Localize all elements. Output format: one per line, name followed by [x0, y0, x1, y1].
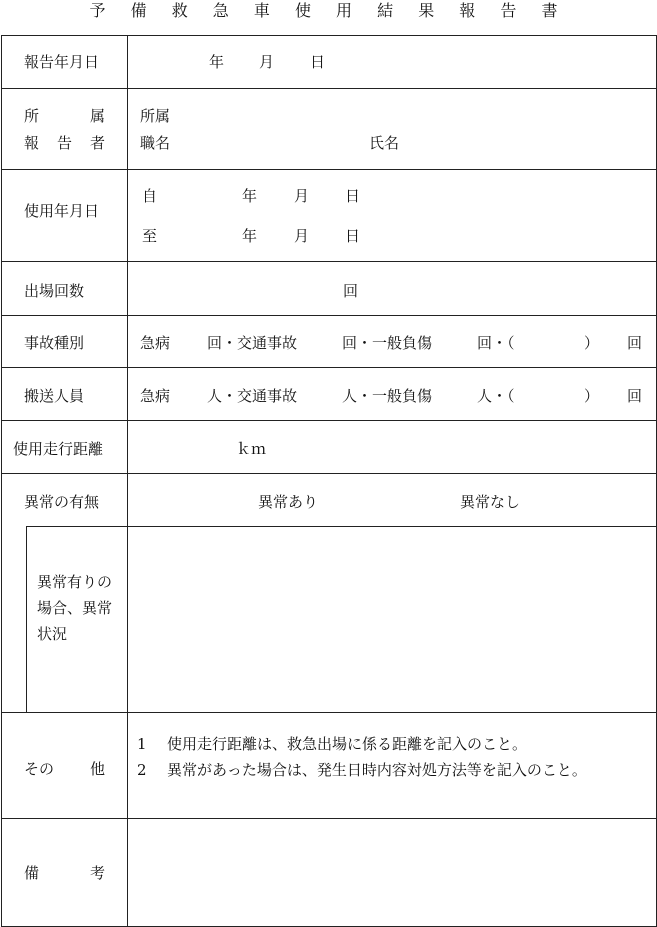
reporter-label-c: 者: [90, 134, 106, 152]
transported-general: 人・一般負傷: [342, 387, 433, 405]
reporter-label-b: 告: [57, 134, 73, 152]
incident-sick: 急病: [140, 334, 171, 352]
abnormality-detail-label-2: 場合、異常: [37, 599, 113, 617]
incident-other-close: ）: [584, 334, 600, 352]
abnormality-no: 異常なし: [460, 493, 521, 511]
row-line: [2, 367, 656, 368]
transported-other-close: ）: [584, 387, 600, 405]
row-line: [2, 315, 656, 316]
remarks-label-a: 備: [24, 864, 40, 882]
row-line: [2, 88, 656, 89]
incident-general: 回・一般負傷: [342, 334, 433, 352]
usage-to-day: 日: [345, 227, 361, 245]
reporter-label-a: 報: [24, 134, 40, 152]
incident-traffic: 回・交通事故: [207, 334, 298, 352]
job-title-field: 職名: [140, 134, 171, 152]
affiliation-label-a: 所: [24, 107, 40, 125]
incident-type-label: 事故種別: [24, 334, 85, 352]
distance-label: 使用走行距離: [13, 440, 104, 458]
other-note-2-number: 2: [137, 761, 147, 779]
name-field: 氏名: [369, 134, 400, 152]
page-title: 予 備 救 急 車 使 用 結 果 報 告 書: [89, 1, 568, 20]
report-date-month: 月: [259, 53, 275, 71]
row-line: [2, 261, 656, 262]
report-form-table: [1, 35, 657, 927]
abnormality-detail-label-1: 異常有りの: [37, 573, 113, 591]
usage-to-label: 至: [142, 227, 158, 245]
dispatch-count-unit: 回: [343, 282, 359, 300]
abnormality-yes: 異常あり: [258, 493, 319, 511]
row-line: [2, 712, 656, 713]
subrow-divider: [26, 526, 27, 712]
row-line: [26, 526, 656, 527]
usage-to-month: 月: [294, 227, 310, 245]
other-label-b: 他: [90, 760, 106, 778]
usage-to-year: 年: [242, 227, 258, 245]
report-date-year: 年: [209, 53, 225, 71]
other-note-1: 使用走行距離は、救急出場に係る距離を記入のこと。: [167, 735, 528, 753]
other-note-2: 異常があった場合は、発生日時内容対処方法等を記入のこと。: [167, 761, 587, 779]
usage-from-label: 自: [142, 187, 158, 205]
other-label-a: その: [24, 760, 55, 778]
incident-other-open: 回・（: [477, 334, 515, 352]
row-line: [2, 818, 656, 819]
usage-period-label: 使用年月日: [24, 202, 100, 220]
transported-label: 搬送人員: [24, 387, 85, 405]
row-line: [2, 420, 656, 421]
usage-from-day: 日: [345, 187, 361, 205]
row-line: [2, 169, 656, 170]
distance-unit: ｋｍ: [236, 440, 267, 458]
usage-from-month: 月: [294, 187, 310, 205]
usage-from-year: 年: [242, 187, 258, 205]
transported-other-open: 人・（: [477, 387, 515, 405]
incident-unit: 回: [627, 334, 643, 352]
dispatch-count-label: 出場回数: [24, 282, 85, 300]
abnormality-label: 異常の有無: [24, 493, 100, 511]
affiliation-label-b: 属: [90, 107, 106, 125]
abnormality-detail-label-3: 状況: [37, 625, 68, 643]
transported-unit: 回: [627, 387, 643, 405]
other-note-1-number: 1: [137, 735, 147, 753]
row-line: [2, 473, 656, 474]
report-date-day: 日: [310, 53, 326, 71]
report-date-label: 報告年月日: [24, 53, 100, 71]
remarks-label-b: 考: [90, 864, 106, 882]
affiliation-field: 所属: [140, 107, 171, 125]
transported-traffic: 人・交通事故: [207, 387, 298, 405]
transported-sick: 急病: [140, 387, 171, 405]
